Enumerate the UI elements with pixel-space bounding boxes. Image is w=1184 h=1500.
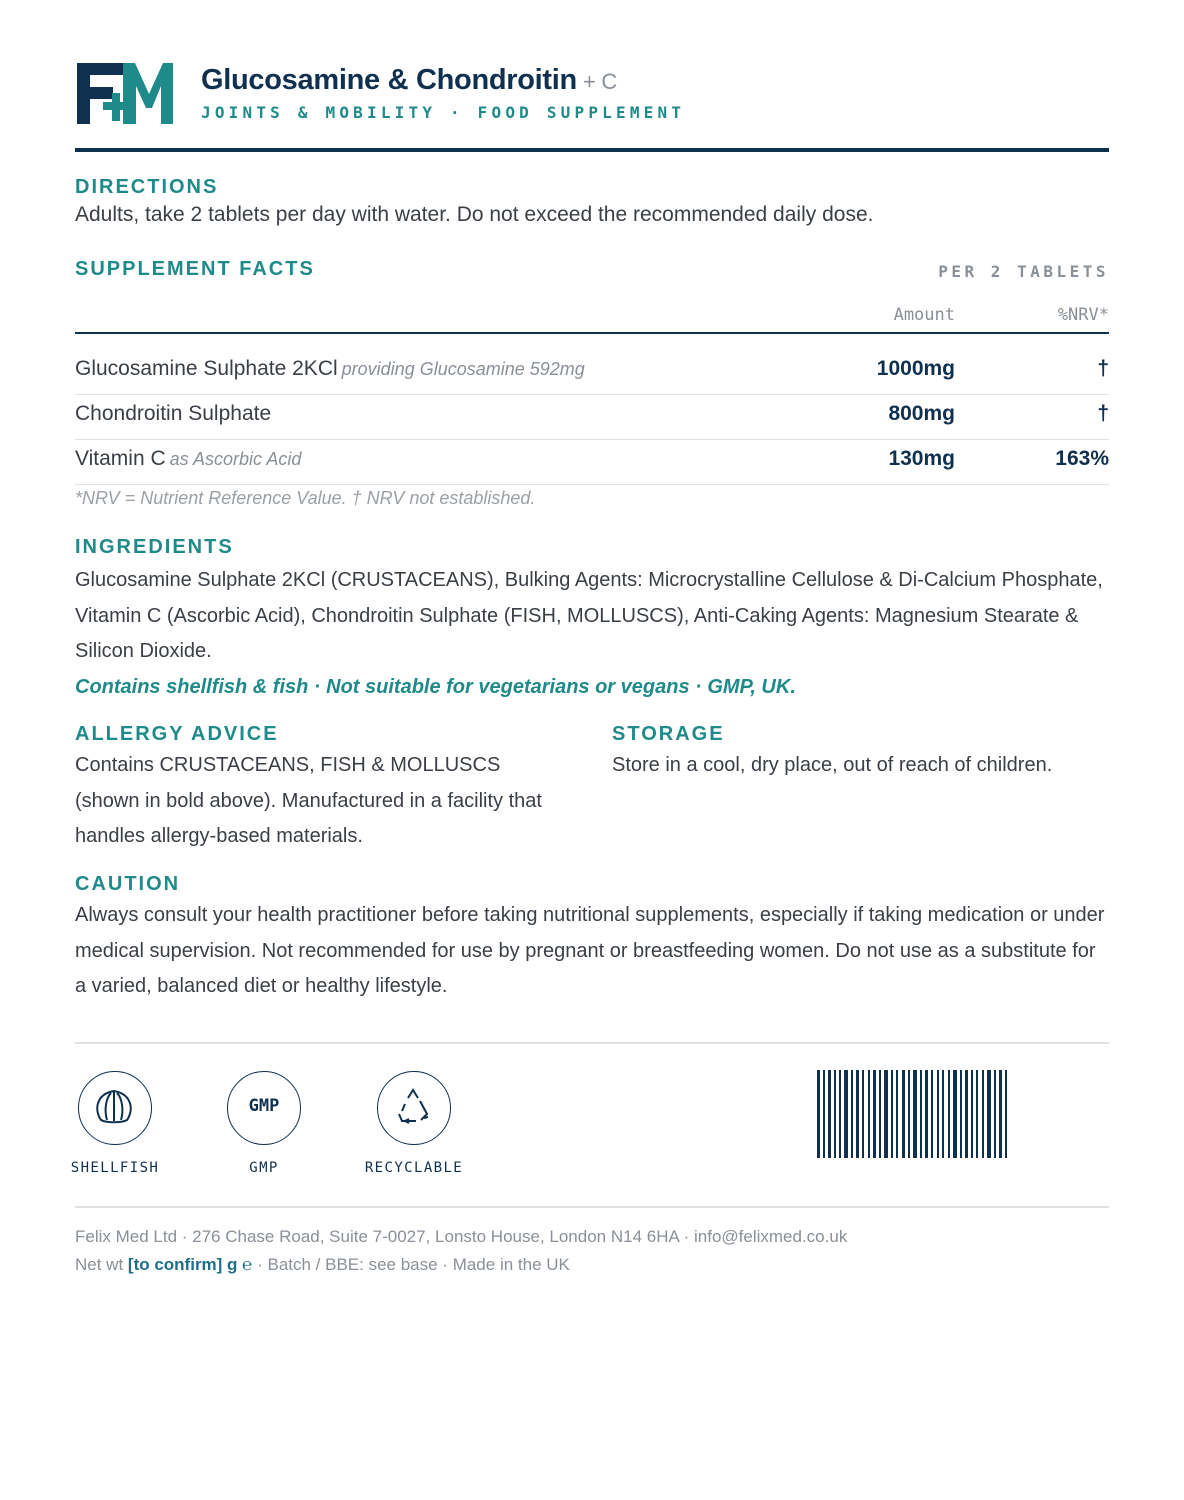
directions-heading: DIRECTIONS: [75, 176, 219, 198]
allergy-text: Contains CRUSTACEANS, FISH & MOLLUSCS (shown in bold above). Manufactured in a facility that handles allergy-based materials.: [75, 754, 542, 847]
nutrient-nrv: 163%: [1055, 447, 1109, 470]
badge-label: SHELLFISH: [70, 1160, 160, 1176]
caution-heading: CAUTION: [75, 873, 181, 895]
ingredients-text: Glucosamine Sulphate 2KCl (CRUSTACEANS), Bulking Agents: Microcrystalline Cellulose & Di-Calcium Phosphate, Vitamin C (Ascorbic Acid), Chondroitin Sulphate (FISH, MOLLUSCS), Anti-Caking Agents: Magnesium Stearate & Silicon Dioxide.: [75, 569, 1103, 662]
nutrient-note: providing Glucosamine 592mg: [341, 359, 585, 379]
divider: [75, 1042, 1109, 1044]
facts-column-headers: [75, 305, 1109, 334]
allergy-section: [75, 723, 555, 855]
table-row: [75, 440, 1109, 485]
badge-label: GMP: [249, 1160, 279, 1176]
nutrient-name: Chondroitin Sulphate: [75, 402, 272, 425]
footer: [75, 1223, 1109, 1279]
supplement-facts-header: [75, 258, 1109, 288]
badge-recyclable: [364, 1071, 464, 1176]
ingredients-heading: INGREDIENTS: [75, 536, 234, 558]
nutrient-name: Glucosamine Sulphate 2KCl providing Glucosamine 592mg: [75, 357, 585, 380]
storage-text: Store in a cool, dry place, out of reach of children.: [612, 754, 1053, 776]
directions-section: [75, 176, 1109, 231]
product-subtitle: JOINTS & MOBILITY · FOOD SUPPLEMENT: [201, 103, 686, 122]
caution-section: [75, 873, 1109, 1005]
net-weight-line: Net wt [to confirm] g ℮ · Batch / BBE: see base · Made in the UK: [75, 1255, 570, 1274]
ingredients-section: [75, 536, 1109, 705]
caution-text: Always consult your health practitioner before taking nutritional supplements, especially if taking medication or under medical supervision. Not recommended for use by pregnant or breastfeeding women. Do not use as a substitute for a varied, balanced diet or healthy lifestyle.: [75, 904, 1105, 997]
nutrient-name: Vitamin C as Ascorbic Acid: [75, 447, 302, 470]
storage-heading: STORAGE: [612, 723, 725, 745]
facts-table: [75, 350, 1109, 485]
badge-row: [70, 1071, 495, 1181]
amount-column-header: Amount: [893, 305, 955, 325]
net-weight-value: [to confirm] g ℮: [127, 1255, 253, 1274]
shellfish-icon: [78, 1071, 152, 1145]
nrv-column-header: %NRV*: [1057, 305, 1109, 325]
company-address: Felix Med Ltd · 276 Chase Road, Suite 7-0027, Lonsto House, London N14 6HA · info@felixmed.co.uk: [75, 1227, 848, 1246]
serving-size: PER 2 TABLETS: [938, 262, 1109, 281]
nutrient-nrv: †: [1097, 402, 1109, 425]
badge-gmp: [214, 1071, 314, 1176]
nutrient-amount: 800mg: [888, 402, 955, 425]
product-title-suffix: + C: [582, 69, 617, 94]
storage-section: [612, 723, 1109, 784]
divider: [75, 1206, 1109, 1208]
badge-label: RECYCLABLE: [364, 1160, 464, 1176]
product-title: Glucosamine & Chondroitin + C: [201, 64, 617, 96]
header: [75, 0, 1109, 152]
table-row: [75, 395, 1109, 440]
supplement-facts-heading: SUPPLEMENT FACTS: [75, 258, 315, 280]
barcode-icon: [817, 1070, 1107, 1158]
nutrient-amount: 130mg: [888, 447, 955, 470]
gmp-icon-text: GMP: [248, 1096, 280, 1116]
table-row: [75, 350, 1109, 395]
nrv-footnote: *NRV = Nutrient Reference Value. † NRV not established.: [75, 488, 536, 508]
badge-shellfish: [65, 1071, 165, 1176]
allergy-heading: ALLERGY ADVICE: [75, 723, 279, 745]
directions-text: Adults, take 2 tablets per day with water. Do not exceed the recommended daily dose.: [75, 203, 874, 226]
nutrient-amount: 1000mg: [876, 357, 955, 380]
brand-logo: [75, 60, 175, 126]
contains-statement: Contains shellfish & fish · Not suitable for vegetarians or vegans · GMP, UK.: [75, 675, 796, 698]
nutrient-nrv: †: [1097, 357, 1109, 380]
label-page: [70, 0, 1109, 1274]
gmp-icon: [227, 1071, 301, 1145]
nutrient-note: as Ascorbic Acid: [169, 449, 302, 469]
recycle-icon: [377, 1071, 451, 1145]
